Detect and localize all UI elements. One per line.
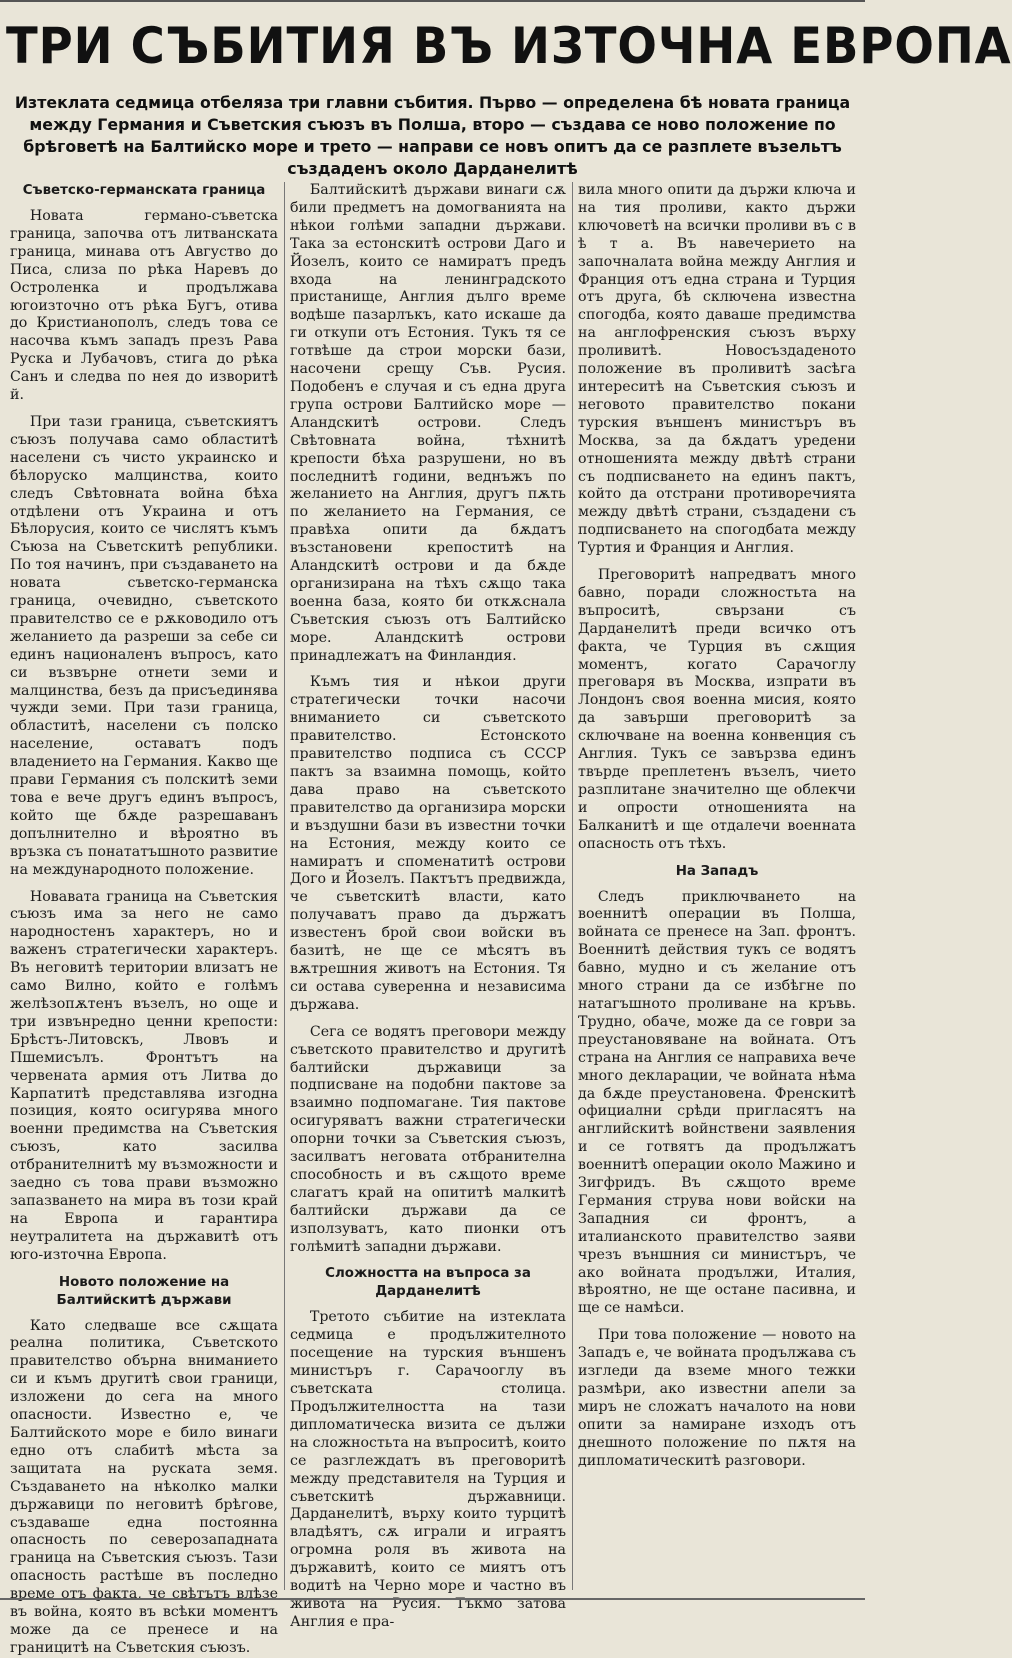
- paragraph: вила много опити да държи ключа и на тия проливи, както държи ключоветѣ на всички проливи въ с в ѣ т а. Въ навечерието на започналата война между Англия и Франция отъ една страна и Турция отъ друга, бѣ сключена известна спогодба, която даваше предимства на англофренския съюзъ върху проливитѣ. Новосъздаденото положение въ проливитѣ засѣга интереситѣ на Съветския съюзъ и неговото правителство покани турския външенъ министъръ въ Москва, за да бѫдатъ уредени отношенията между двѣтѣ страни съ подписването на единъ пактъ, който да отстрани противоречията между двѣтѣ страни, създадени съ подписването на спогодбата между Туртия и Франция и Англия.: [578, 182, 856, 557]
- paragraph: При тази граница, съветскиятъ съюзъ получава само областитѣ населени съ чисто украинско и бѣлоруско малцинства, които следъ Свѣтовната война бѣха отдѣлени отъ Украина и отъ Бѣлорусия, които се числятъ къмъ Съюза на Съветскитѣ републики. По тоя начинъ, при създаването на новата съветско-германска граница, очевидно, съветското правителство се е рѫководило отъ желанието да разреши за себе си единъ националенъ въпросъ, като си възвърне отнети земи и малцинства, безъ да присъединява чужди земи. При тази граница, областитѣ, населени съ полско население, оставатъ подъ владението на Германия. Какво ще прави Германия съ полскитѣ земи това е вече другъ единъ въпросъ, който ще бѫде разрешаванъ допълнително и вѣроятно въ връзка съ понататъшното развитие на международното положение.: [10, 413, 278, 878]
- section-heading: Съветско-германската граница: [22, 183, 266, 198]
- paragraph: Следъ приключването на военнитѣ операции въ Полша, войната се пренесе на Зап. фронтъ. Военнитѣ действия тукъ се водятъ бавно, мудно и съ желание отъ много страни да се избѣгне по натагъшното проливане на кръвь. Трудно, обаче, може да се говри за преустановяване на войната. Отъ страна на Англия се направиха вече много декларации, че войната нѣма да бѫде преустановена. Френскитѣ официални срѣди пригласятъ на английскитѣ войнствени заявления и се готвятъ да продължатъ военнитѣ операции около Мажино и Зигфридъ. Въ сѫщото време Германия струва нови войски на Западния си фронтъ, а италианското правителство заяви чрезъ външния си министъръ, че ако войната продължи, Италия, вѣроятно, не ще остане пасивна, и ще се намѣси.: [578, 888, 856, 1317]
- headline: ТРИ СЪБИТИЯ ВЪ ИЗТОЧНА ЕВРОПА: [6, 17, 1012, 75]
- column-divider: [284, 182, 285, 1590]
- paragraph: Като следваше все сѫщата реална политика, Съветското правителство обърна вниманието си и къмъ другитѣ свои граници, изложени до сега на много опасности. Известно е, че Балтийското море е било винаги едно отъ слабитѣ мѣста за защитата на руската земя. Създаването на нѣколко малки държавици по неговитѣ брѣгове, създаваше една постоянна опасность по северозападната граница на Съветския съюзъ. Тази опасность растѣше въ последно време отъ факта, че свѣтътъ влѣзе въ война, която въ всѣки моментъ може да се пренесе и на границитѣ на Съветския съюзъ.: [10, 1317, 278, 1656]
- deck-summary: Изтеклата седмица отбеляза три главни събития. Първо — определена бѣ новата граница между Германия и Съветския съюзъ въ Полша, второ — създава се ново положение по брѣговетѣ на Балтийско море и трето — направи се новъ опитъ да се разплете възельтъ създаденъ около Дарданелитѣ: [14, 93, 851, 178]
- paragraph: Преговоритѣ напредватъ много бавно, поради сложностьта на въпроситѣ, свързани съ Дарданелитѣ преди всичко отъ факта, че Турция въ сѫщия моментъ, когато Сарачоглу преговаря въ Москва, изпрати въ Лондонъ своя военна мисия, която да завърши преговоритѣ за сключване на военна конвенция съ Англия. Тукъ се завързва единъ твърде преплетенъ възелъ, чието разплитане значително ще облекчи и опрости отношенията на Балканитѣ и ще отдалечи военната опасность отъ тѣхъ.: [578, 567, 856, 852]
- section-heading: Сложността на въпроса за Дарданелитѣ: [325, 1266, 531, 1300]
- section-heading: На Западъ: [675, 863, 759, 879]
- paragraph: Къмъ тия и нѣкои други стратегически точки насочи вниманието си съветското правителство. Естонското правителство подписа съ СССР пактъ за взаимна помощь, който дава право на съветското правителство да организира морски и въздушни бази въ известни точки на Естония, между които се намиратъ и споменатитѣ острови Дого и Йозелъ. Пактътъ предвижда, че съветскитѣ власти, като получаватъ право да държатъ известенъ брой свои войски въ базитѣ, не ще се мѣсятъ въ вѫтрешния животъ на Естония. Тя си остава суверенна и независима държава.: [290, 674, 566, 1013]
- column-divider: [572, 182, 573, 1590]
- column-2: [290, 182, 566, 1630]
- paragraph: При това положение — новото на Западъ е, че войната продължава съ изгледи да вземе много тежки размѣри, ако известни апели за миръ не сложатъ началото на нови опити за намиране изходъ отъ днешното положение по пѫтя на дипломатическитѣ разговори.: [578, 1327, 856, 1469]
- paragraph: Сега се водятъ преговори между съветското правителство и другитѣ балтийски държавици за подписване на подобни пактове за взаимно подпомагане. Тия пактове осигуряватъ важни стратегически опорни точки за Съветския съюзъ, засилватъ неговата отбранителна способность и въ сѫщото време слагатъ край на опититѣ малкитѣ балтийски държави да се използуватъ, като пионки отъ голѣмитѣ западни държави.: [290, 1023, 566, 1255]
- bottom-rule: [0, 1598, 865, 1600]
- paragraph: Новавата граница на Съветския съюзъ има за него не само народностенъ характеръ, но и важенъ стратегически характеръ. Въ неговитѣ територии влизатъ не само Вилно, който е голѣмъ желѣзопѫтенъ възелъ, но още и три извънредно ценни крепости: Брѣстъ-Литовскъ, Лвовъ и Пшемисълъ. Фронтътъ на червената армия отъ Литва до Карпатитѣ представлява изгодна позиция, която осигурява много военни предимства на Съветския съюзъ, като засилва отбранителнитѣ му възможности и заедно съ това прави възможно запазването на мира въ този край на Европа и гарантира неутралитета на държавитѣ отъ юго-източна Европа.: [10, 888, 278, 1263]
- column-3: [578, 182, 856, 1592]
- paragraph: Третото събитие на изтеклата седмица е продължителното посещение на турския външенъ министъръ г. Сарачооглу въ съветската столица. Продължителността на тази дипломатическа визита се дължи на сложностьта на въпроситѣ, които се разглеждатъ въ преговоритѣ между представителя на Турция и съветскитѣ държавници. Дарданелитѣ, върху които турцитѣ владѣятъ, сѫ играли и играятъ огромна роля въ живота на държавитѣ, които се миятъ отъ водитѣ на Черно море и частно въ живота на Русия. Тъкмо затова Англия е пра-: [290, 1309, 566, 1630]
- paragraph: Новата германо-съветска граница, започва отъ литванската граница, минава отъ Августво до Писа, слиза по рѣка Наревъ до Остроленка и продължава югоизточно отъ рѣка Бугъ, отива до Кристианополъ, следъ това се насочва къмъ западъ презъ Рава Руска и Лубачовъ, стига до рѣка Санъ и следва по нея до изворитѣ й.: [10, 208, 278, 404]
- section-heading: Новото положение на Балтийскитѣ държави: [56, 1274, 232, 1308]
- column-1: [10, 182, 278, 1656]
- paragraph: Балтийскитѣ държави винаги сѫ били предметъ на домогванията на нѣкои голѣми западни държави. Така за естонскитѣ острови Даго и Йозелъ, които се намиратъ предъ входа на ленинградското пристанище, Англия дълго време водѣше пазарлъкъ, като искаше да ги откупи отъ Естония. Тукъ тя се готвѣше да строи морски бази, насочени срещу Съв. Русия. Подобенъ е случая и съ една друга група острови Балтийско море — Аландскитѣ острови. Следъ Свѣтовната война, тѣхнитѣ крепости бѣха разрушени, но въ последнитѣ години, веднъжъ по желанието на Англия, другъ пѫть по желанието на Германия, се правѣха опити да бѫдатъ възстановени крепоститѣ на Аландскитѣ острови и да бѫде организирана на тѣхъ сѫщо така военна база, която би откѫснала Съветския съюзъ отъ Балтийско море. Аландскитѣ острови принадлежатъ на Финландия.: [290, 182, 566, 664]
- top-rule: [0, 0, 865, 14]
